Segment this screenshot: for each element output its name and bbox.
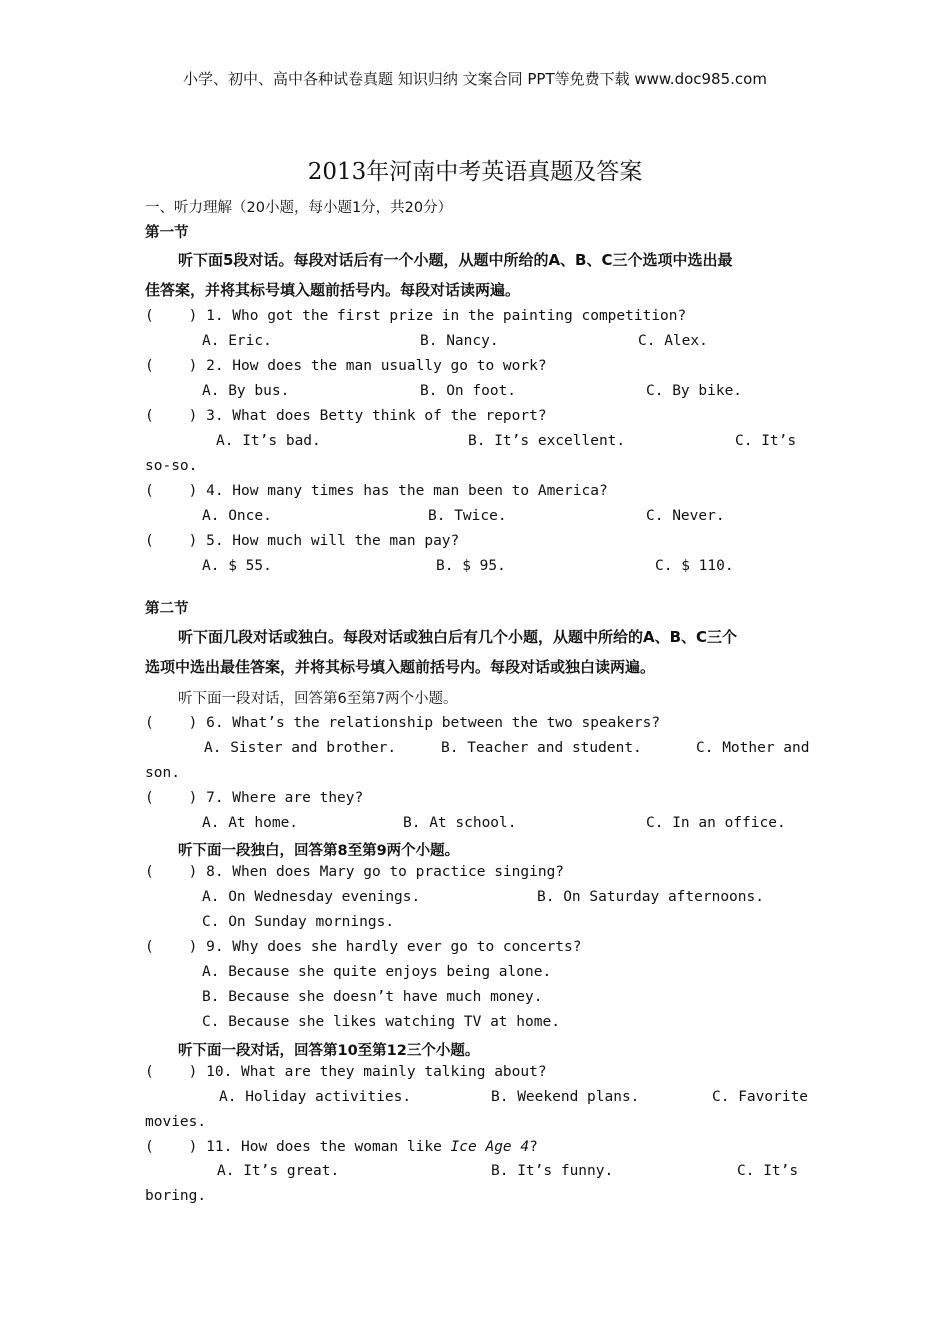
q11-stem-start: ( ) 11. How does the woman like: [145, 1139, 451, 1155]
q6-option-a: A. Sister and brother.: [204, 740, 397, 756]
q4-option-b: B. Twice.: [428, 508, 507, 524]
question-11: [145, 1139, 538, 1155]
q7-option-c: C. In an office.: [646, 815, 786, 831]
question-8: ( ) 8. When does Mary go to practice singing?: [145, 864, 565, 880]
q1-option-c: C. Alex.: [638, 333, 708, 349]
q9-option-c: C. Because she likes watching TV at home.: [202, 1014, 560, 1030]
question-3: ( ) 3. What does Betty think of the report?: [145, 408, 547, 424]
section2-instructions-1: 听下面几段对话或独白。每段对话或独白后有几个小题，从题中所给的A、B、C三个: [178, 628, 738, 646]
q3-option-b: B. It’s excellent.: [468, 433, 626, 449]
q8-option-a: A. On Wednesday evenings.: [202, 889, 421, 905]
q2-option-b: B. On foot.: [420, 383, 517, 399]
q3-option-c-continued: so-so.: [145, 458, 198, 474]
q3-option-c: C. It’s: [735, 433, 797, 449]
q5-option-a: A. $ 55.: [202, 558, 272, 574]
section1-heading: 第一节: [145, 225, 189, 241]
page-header: 小学、初中、高中各种试卷真题 知识归纳 文案合同 PPT等免费下载 www.doc985.com: [183, 70, 767, 88]
page-title: 2013年河南中考英语真题及答案: [307, 159, 643, 185]
section2-heading: 第二节: [145, 601, 189, 617]
q11-stem-end: ?: [529, 1139, 538, 1155]
q7-option-a: A. At home.: [202, 815, 299, 831]
q11-option-a: A. It’s great.: [217, 1163, 340, 1179]
question-9: ( ) 9. Why does she hardly ever go to concerts?: [145, 939, 582, 955]
q6-option-c-continued: son.: [145, 765, 180, 781]
question-6: ( ) 6. What’s the relationship between the two speakers?: [145, 715, 661, 731]
q10-option-c-continued: movies.: [145, 1114, 207, 1130]
q3-option-a: A. It’s bad.: [216, 433, 321, 449]
q11-option-b: B. It’s funny.: [491, 1163, 614, 1179]
q5-option-b: B. $ 95.: [436, 558, 506, 574]
q1-option-a: A. Eric.: [202, 333, 272, 349]
q11-option-c-continued: boring.: [145, 1188, 207, 1204]
q6-option-c: C. Mother and: [696, 740, 810, 756]
question-5: ( ) 5. How much will the man pay?: [145, 533, 460, 549]
sub-instruction-10-12: 听下面一段对话，回答第10至第12三个小题。: [178, 1043, 480, 1059]
question-4: ( ) 4. How many times has the man been to America?: [145, 483, 608, 499]
section1-instructions-1: 听下面5段对话。每段对话后有一个小题，从题中所给的A、B、C三个选项中选出最: [178, 251, 733, 269]
q10-option-b: B. Weekend plans.: [491, 1089, 640, 1105]
question-1: ( ) 1. Who got the first prize in the painting competition?: [145, 308, 687, 324]
section2-instructions-2: 选项中选出最佳答案，并将其标号填入题前括号内。每段对话或独白读两遍。: [145, 658, 656, 676]
sub-instruction-8-9: 听下面一段独白，回答第8至第9两个小题。: [178, 843, 460, 859]
q9-option-b: B. Because she doesn’t have much money.: [202, 989, 543, 1005]
q10-option-a: A. Holiday activities.: [219, 1089, 412, 1105]
q4-option-c: C. Never.: [646, 508, 725, 524]
q9-option-a: A. Because she quite enjoys being alone.: [202, 964, 552, 980]
section1-instructions-2: 佳答案，并将其标号填入题前括号内。每段对话读两遍。: [145, 281, 521, 299]
q11-movie-title: Ice Age 4: [450, 1139, 530, 1155]
question-7: ( ) 7. Where are they?: [145, 790, 364, 806]
sub-instruction-6-7: 听下面一段对话，回答第6至第7两个小题。: [178, 691, 458, 707]
q8-option-c: C. On Sunday mornings.: [202, 914, 395, 930]
q10-option-c: C. Favorite: [712, 1089, 809, 1105]
q2-option-c: C. By bike.: [646, 383, 743, 399]
question-2: ( ) 2. How does the man usually go to work?: [145, 358, 547, 374]
q6-option-b: B. Teacher and student.: [441, 740, 642, 756]
q2-option-a: A. By bus.: [202, 383, 290, 399]
q1-option-b: B. Nancy.: [420, 333, 499, 349]
q4-option-a: A. Once.: [202, 508, 272, 524]
q8-option-b: B. On Saturday afternoons.: [537, 889, 764, 905]
question-10: ( ) 10. What are they mainly talking about?: [145, 1064, 547, 1080]
q5-option-c: C. $ 110.: [655, 558, 734, 574]
part-heading: 一、听力理解（20小题，每小题1分，共20分）: [145, 200, 453, 216]
q7-option-b: B. At school.: [403, 815, 517, 831]
q11-option-c: C. It’s: [737, 1163, 799, 1179]
